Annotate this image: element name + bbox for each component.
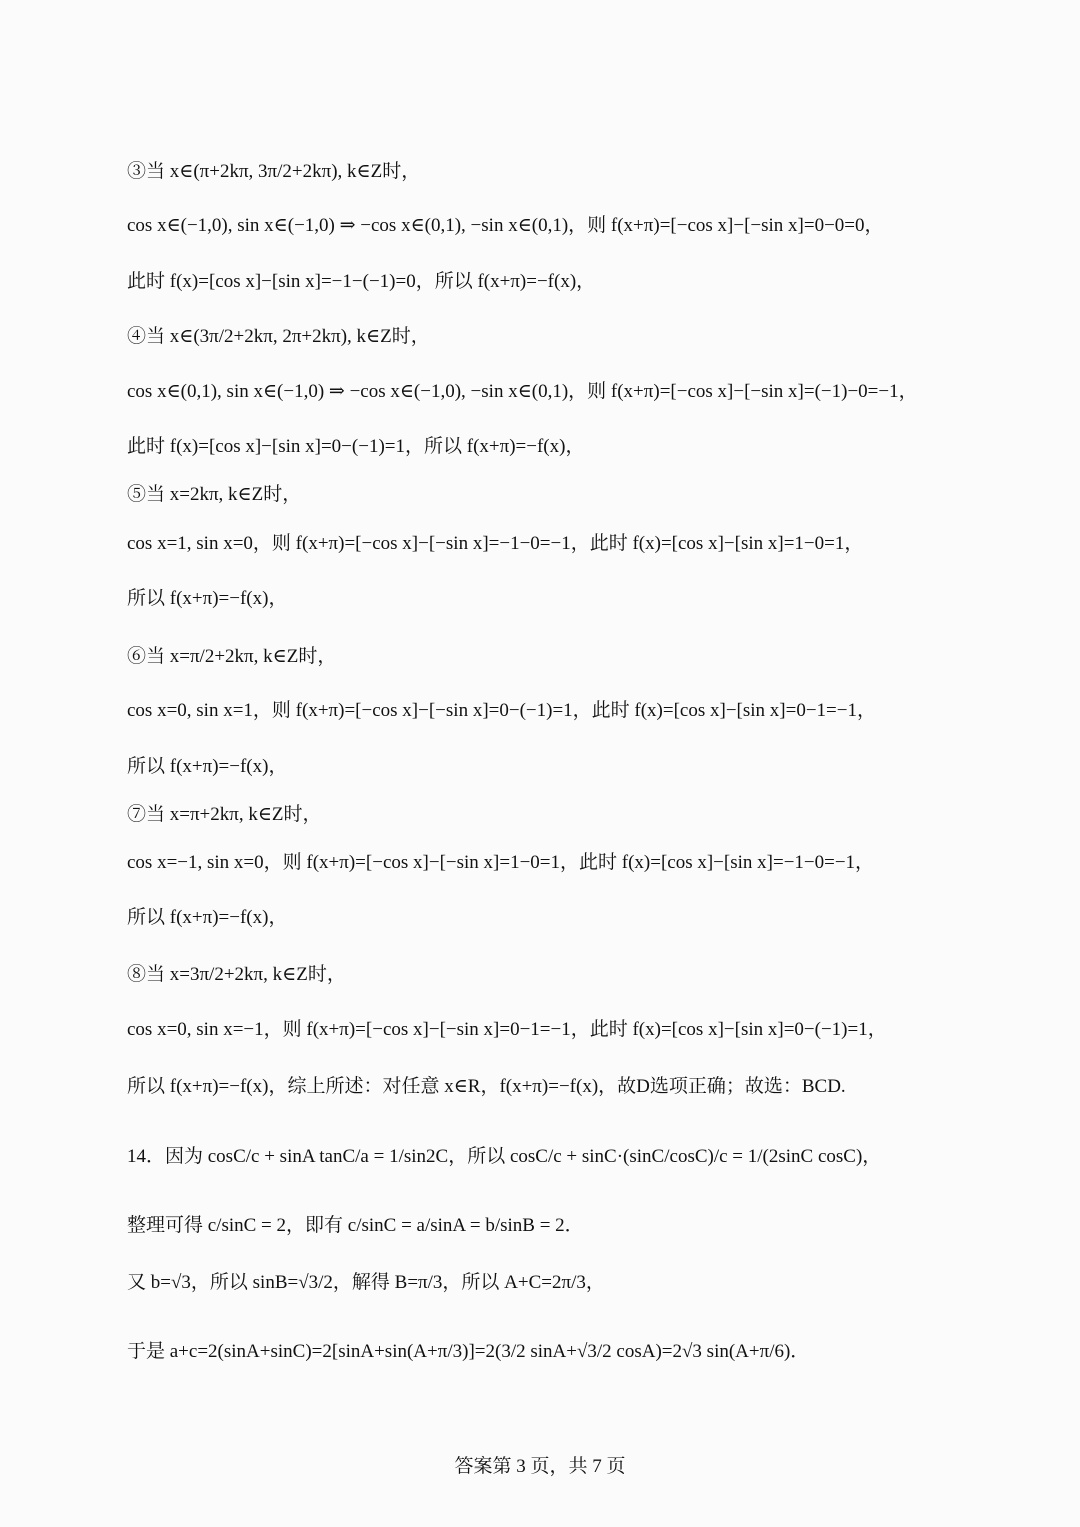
problem-14-start: 14．因为 cosC/c + sinA tanC/a = 1/sin2C，所以 cosC/c + sinC·(sinC/cosC)/c = 1/(2sinC cosC)， <box>127 1146 882 1167</box>
case-6-header: ⑥当 x=π/2+2kπ, k∈Z时， <box>127 646 337 667</box>
case-5-conclusion: 所以 f(x+π)=−f(x)， <box>127 588 288 609</box>
case-4-conclusion: 此时 f(x)=[cos x]−[sin x]=0−(−1)=1，所以 f(x+π)=−f(x)， <box>127 436 585 457</box>
case-7-header: ⑦当 x=π+2kπ, k∈Z时， <box>127 804 322 825</box>
problem-14-simplify: 整理可得 c/sinC = 2，即有 c/sinC = a/sinA = b/sinB = 2． <box>127 1215 584 1236</box>
page-footer: 答案第 3 页，共 7 页 <box>454 1456 626 1477</box>
case-8-derivation: cos x=0, sin x=−1，则 f(x+π)=[−cos x]−[−sin x]=0−1=−1，此时 f(x)=[cos x]−[sin x]=0−(−1)=1， <box>127 1019 887 1040</box>
case-8-conclusion: 所以 f(x+π)=−f(x)，综上所述：对任意 x∈R，f(x+π)=−f(x)，故D选项正确；故选：BCD. <box>127 1076 846 1097</box>
case-4-derivation: cos x∈(0,1), sin x∈(−1,0) ⇒ −cos x∈(−1,0), −sin x∈(0,1)，则 f(x+π)=[−cos x]−[−sin x]=(−1)−0=−1， <box>127 381 918 402</box>
case-3-derivation: cos x∈(−1,0), sin x∈(−1,0) ⇒ −cos x∈(0,1), −sin x∈(0,1)，则 f(x+π)=[−cos x]−[−sin x]=0−0=0， <box>127 215 884 236</box>
problem-14-angle-b: 又 b=√3，所以 sinB=√3/2，解得 B=π/3，所以 A+C=2π/3， <box>127 1272 605 1293</box>
case-7-derivation: cos x=−1, sin x=0，则 f(x+π)=[−cos x]−[−sin x]=1−0=1，此时 f(x)=[cos x]−[sin x]=−1−0=−1， <box>127 852 875 873</box>
problem-14-sum: 于是 a+c=2(sinA+sinC)=2[sinA+sin(A+π/3)]=2(3/2 sinA+√3/2 cosA)=2√3 sin(A+π/6)． <box>127 1341 810 1362</box>
case-4-header: ④当 x∈(3π/2+2kπ, 2π+2kπ), k∈Z时， <box>127 326 430 347</box>
case-5-derivation: cos x=1, sin x=0，则 f(x+π)=[−cos x]−[−sin x]=−1−0=−1，此时 f(x)=[cos x]−[sin x]=1−0=1， <box>127 533 864 554</box>
case-5-header: ⑤当 x=2kπ, k∈Z时， <box>127 484 302 505</box>
case-3-conclusion: 此时 f(x)=[cos x]−[sin x]=−1−(−1)=0，所以 f(x+π)=−f(x)， <box>127 271 596 292</box>
case-8-header: ⑧当 x=3π/2+2kπ, k∈Z时， <box>127 964 346 985</box>
case-6-conclusion: 所以 f(x+π)=−f(x)， <box>127 756 288 777</box>
case-7-conclusion: 所以 f(x+π)=−f(x)， <box>127 907 288 928</box>
case-3-header: ③当 x∈(π+2kπ, 3π/2+2kπ), k∈Z时， <box>127 161 421 182</box>
case-6-derivation: cos x=0, sin x=1，则 f(x+π)=[−cos x]−[−sin x]=0−(−1)=1，此时 f(x)=[cos x]−[sin x]=0−1=−1， <box>127 700 876 721</box>
